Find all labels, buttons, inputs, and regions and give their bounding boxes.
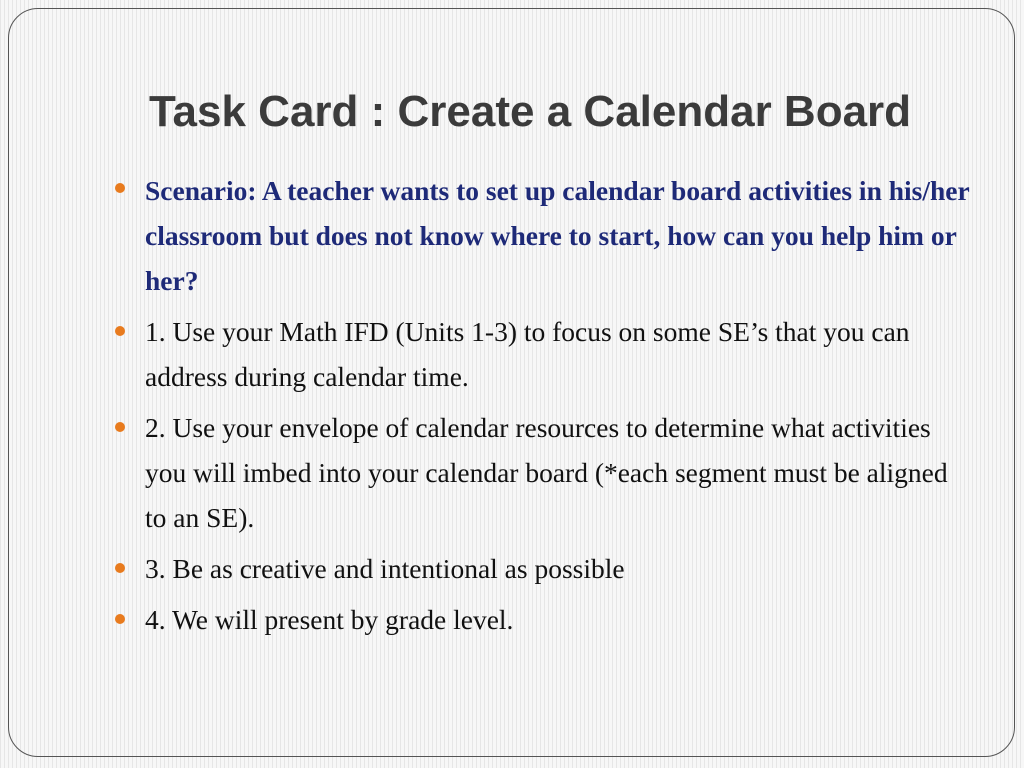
bullet-text: 4. We will present by grade level. <box>145 604 514 635</box>
bullet-dot-icon <box>115 183 125 193</box>
bullet-dot-icon <box>115 326 125 336</box>
bullet-text: 2. Use your envelope of calendar resources to determine what activities you will imbed into your calendar board (*each segment must be aligned to an SE). <box>145 412 948 533</box>
bullet-text: 1. Use your Math IFD (Units 1-3) to focus on some SE’s that you can address during calendar time. <box>145 316 910 392</box>
bullet-dot-icon <box>115 422 125 432</box>
bullet-dot-icon <box>115 563 125 573</box>
bullet-step-2 <box>112 405 972 540</box>
bullet-step-3 <box>112 546 972 591</box>
bullet-text: Scenario: A teacher wants to set up calendar board activities in his/her classroom but does not know where to start, how can you help him or her? <box>145 175 970 296</box>
bullet-scenario <box>112 168 972 303</box>
bullet-step-1 <box>112 309 972 399</box>
bullet-step-4 <box>112 597 972 642</box>
bullet-text: 3. Be as creative and intentional as possible <box>145 553 625 584</box>
bullet-list <box>112 168 972 648</box>
slide-title: Task Card : Create a Calendar Board <box>148 87 912 136</box>
bullet-dot-icon <box>115 614 125 624</box>
